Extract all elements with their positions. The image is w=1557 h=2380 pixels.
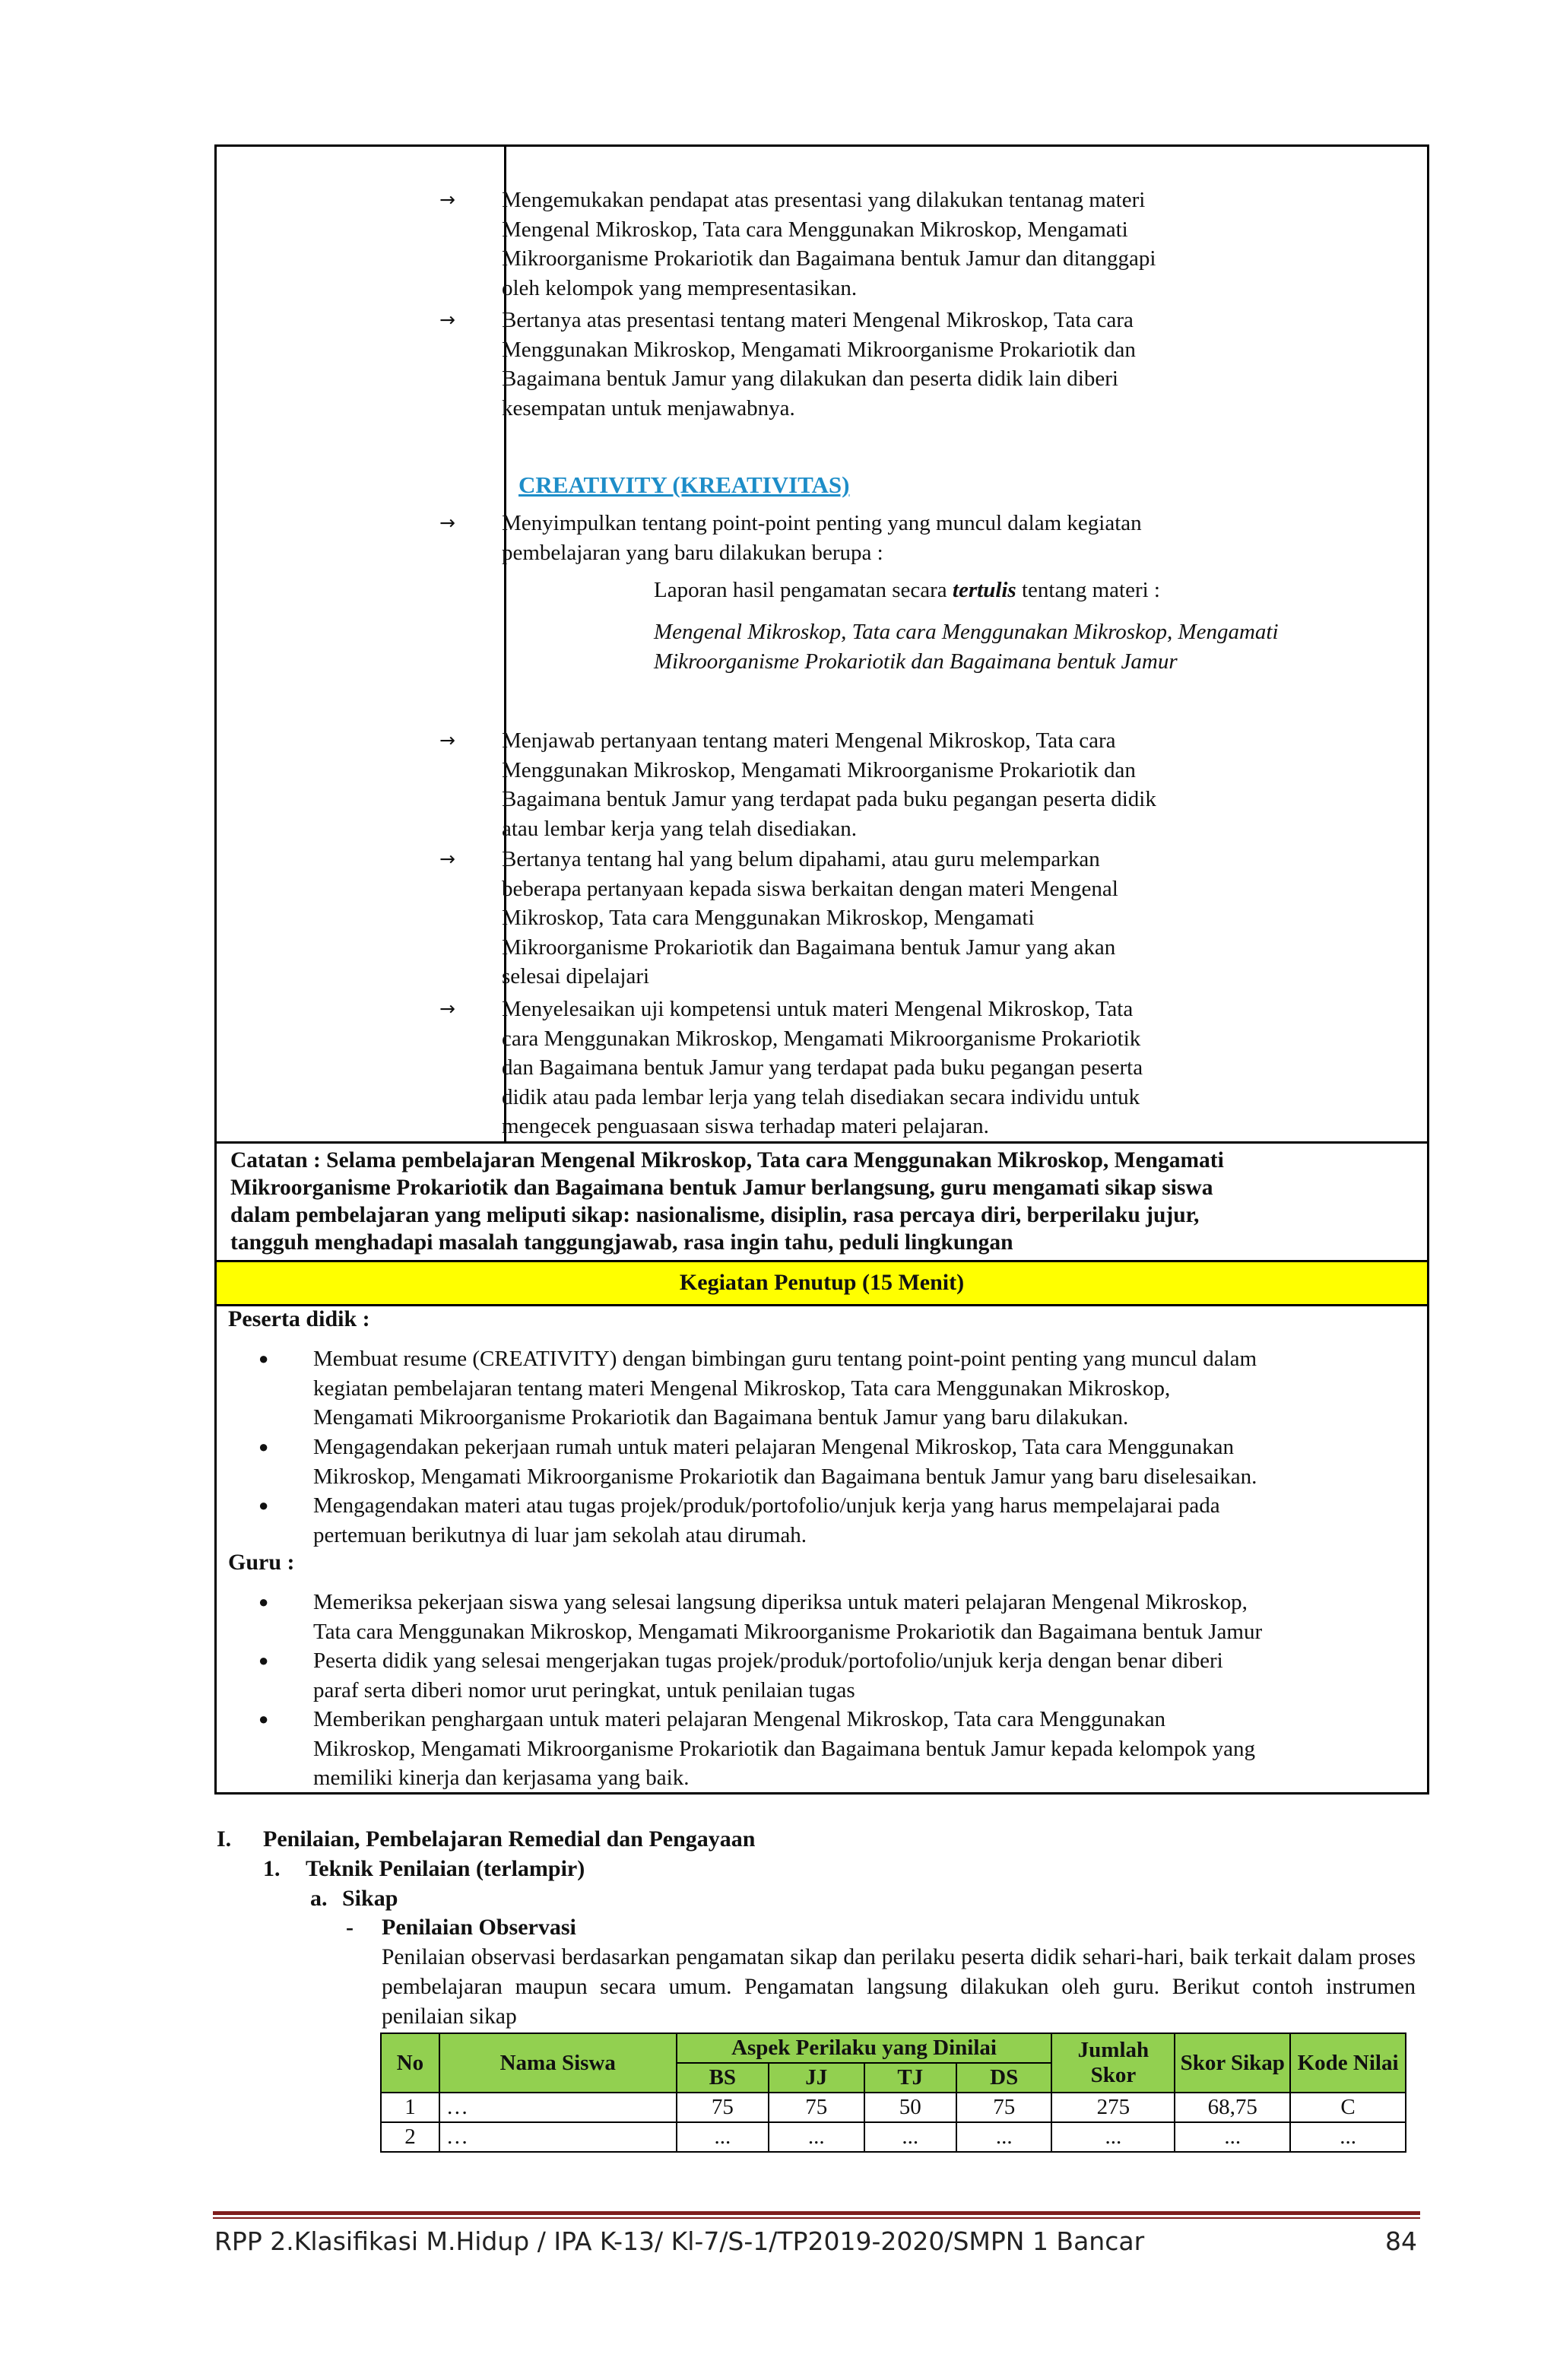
peserta-item-line: Mengamati Mikroorganisme Prokariotik dan Bagaimana bentuk Jamur yang baru dilakukan. bbox=[313, 1405, 1129, 1430]
header-kode-nilai: Kode Nilai bbox=[1290, 2033, 1406, 2093]
subsection-title: Teknik Penilaian (terlampir) bbox=[306, 1856, 585, 1881]
peserta-item-1 bbox=[251, 1344, 1422, 1433]
header-nama-siswa: Nama Siswa bbox=[439, 2033, 677, 2093]
bullet-icon: ● bbox=[258, 1437, 269, 1456]
creativity-step-3-line: Mikroorganisme Prokariotik dan Bagaimana bentuk Jamur yang akan bbox=[502, 935, 1116, 960]
header-bs: BS bbox=[677, 2063, 769, 2093]
guru-item-line: Memberikan penghargaan untuk materi pelajaran Mengenal Mikroskop, Tata cara Menggunakan bbox=[313, 1707, 1166, 1731]
arrow-icon: → bbox=[439, 189, 455, 211]
guru-item-line: Memeriksa pekerjaan siswa yang selesai langsung diperiksa untuk materi pelajaran Mengenal Mikroskop, bbox=[313, 1590, 1248, 1614]
bullet-icon: ● bbox=[258, 1496, 269, 1515]
bullet-icon: ● bbox=[258, 1651, 269, 1670]
peserta-item-line: Membuat resume (CREATIVITY) dengan bimbingan guru tentang point-point penting yang muncul dalam bbox=[313, 1347, 1257, 1371]
peserta-label: Peserta didik : bbox=[228, 1306, 370, 1331]
creativity-step-2-line: Bagaimana bentuk Jamur yang terdapat pada buku pegangan peserta didik bbox=[502, 787, 1156, 811]
bullet-icon: ● bbox=[258, 1592, 269, 1611]
laporan-emphasis: tertulis bbox=[952, 578, 1016, 602]
subsection-number: 1. bbox=[263, 1856, 281, 1881]
main-step-1-line: oleh kelompok yang mempresentasikan. bbox=[502, 275, 858, 300]
creativity-step-3-line: Mikroskop, Tata cara Menggunakan Mikroskop, Mengamati bbox=[502, 906, 1035, 930]
catatan-line: Catatan : Selama pembelajaran Mengenal Mikroskop, Tata cara Menggunakan Mikroskop, Mengamati bbox=[230, 1148, 1224, 1173]
cell-bs: ... bbox=[677, 2122, 769, 2152]
section-title: Penilaian, Pembelajaran Remedial dan Pengayaan bbox=[263, 1826, 756, 1852]
catatan-line: tangguh menghadapi masalah tanggungjawab, rasa ingin tahu, peduli lingkungan bbox=[230, 1230, 1013, 1255]
creativity-step-4-line: Menyelesaikan uji kompetensi untuk materi Mengenal Mikroskop, Tata bbox=[502, 997, 1134, 1021]
guru-label: Guru : bbox=[228, 1550, 295, 1575]
cell-kode: C bbox=[1290, 2093, 1406, 2122]
arrow-icon: → bbox=[439, 848, 455, 870]
guru-item-line: Tata cara Menggunakan Mikroskop, Mengamati Mikroorganisme Prokariotik dan Bagaimana bentuk Jamur bbox=[313, 1619, 1263, 1644]
cell-jumlah: ... bbox=[1051, 2122, 1175, 2152]
creativity-step-2-line: atau lembar kerja yang telah disediakan. bbox=[502, 816, 858, 841]
main-step-2-line: Menggunakan Mikroskop, Mengamati Mikroorganisme Prokariotik dan bbox=[502, 337, 1136, 362]
creativity-step-2 bbox=[439, 726, 1416, 843]
cell-ds: 75 bbox=[956, 2093, 1051, 2122]
bullet-icon: ● bbox=[258, 1709, 269, 1728]
cell-skor: 68,75 bbox=[1175, 2093, 1290, 2122]
section-number: I. bbox=[217, 1826, 232, 1852]
creativity-step-2-line: Menjawab pertanyaan tentang materi Mengenal Mikroskop, Tata cara bbox=[502, 728, 1116, 753]
peserta-item-line: pertemuan berikutnya di luar jam sekolah atau dirumah. bbox=[313, 1522, 807, 1547]
guru-item-line: Mikroskop, Mengamati Mikroorganisme Prokariotik dan Bagaimana bentuk Jamur kepada kelompok yang bbox=[313, 1736, 1255, 1761]
guru-item-line: paraf serta diberi nomor urut peringkat, untuk penilaian tugas bbox=[313, 1677, 855, 1702]
cell-nama: … bbox=[439, 2093, 677, 2122]
cell-ds: ... bbox=[956, 2122, 1051, 2152]
cell-skor: ... bbox=[1175, 2122, 1290, 2152]
observasi-title: Penilaian Observasi bbox=[382, 1915, 576, 1940]
main-step-1-line: Mengemukakan pendapat atas presentasi yang dilakukan tentanag materi bbox=[502, 188, 1146, 212]
main-step-2-line: Bertanya atas presentasi tentang materi Mengenal Mikroskop, Tata cara bbox=[502, 308, 1134, 332]
peserta-item-line: kegiatan pembelajaran tentang materi Mengenal Mikroskop, Tata cara Menggunakan Mikroskop, bbox=[313, 1376, 1171, 1401]
cell-no: 1 bbox=[381, 2093, 439, 2122]
peserta-item-2 bbox=[251, 1433, 1422, 1491]
creativity-step-3-line: Bertanya tentang hal yang belum dipahami, atau guru melemparkan bbox=[502, 847, 1100, 871]
creativity-step-4-line: mengecek penguasaan siswa terhadap materi pelajaran. bbox=[502, 1114, 989, 1138]
arrow-icon: → bbox=[439, 309, 455, 331]
main-step-1-line: Mengenal Mikroskop, Tata cara Menggunakan Mikroskop, Mengamati bbox=[502, 217, 1128, 242]
page-number: 84 bbox=[1385, 2226, 1417, 2256]
header-no: No bbox=[381, 2033, 439, 2093]
cell-kode: ... bbox=[1290, 2122, 1406, 2152]
cell-tj: 50 bbox=[864, 2093, 956, 2122]
arrow-icon: → bbox=[439, 729, 455, 751]
item-a-title: Sikap bbox=[342, 1886, 398, 1911]
guru-item-3 bbox=[251, 1705, 1422, 1793]
main-step-1 bbox=[439, 186, 1416, 303]
table-row bbox=[381, 2122, 1406, 2152]
arrow-icon: → bbox=[439, 512, 455, 534]
creativity-heading: CREATIVITY (KREATIVITAS) bbox=[518, 471, 850, 498]
guru-item-line: Peserta didik yang selesai mengerjakan tugas projek/produk/portofolio/unjuk kerja dengan benar diberi bbox=[313, 1649, 1223, 1673]
creativity-step-1 bbox=[439, 509, 1416, 567]
creativity-step-1-line: Menyimpulkan tentang point-point penting yang muncul dalam kegiatan bbox=[502, 511, 1142, 535]
peserta-item-line: Mikroskop, Mengamati Mikroorganisme Prokariotik dan Bagaimana bentuk Jamur yang baru diselesaikan. bbox=[313, 1464, 1257, 1489]
penutup-title-bar: Kegiatan Penutup (15 Menit) bbox=[214, 1262, 1429, 1306]
creativity-step-3-line: beberapa pertanyaan kepada siswa berkaitan dengan materi Mengenal bbox=[502, 876, 1118, 901]
guru-item-line: memiliki kinerja dan kerjasama yang baik. bbox=[313, 1766, 690, 1790]
peserta-item-3 bbox=[251, 1491, 1422, 1550]
guru-item-1 bbox=[251, 1588, 1422, 1646]
main-step-2-line: kesempatan untuk menjawabnya. bbox=[502, 395, 795, 420]
creativity-step-4-line: dan Bagaimana bentuk Jamur yang terdapat pada buku pegangan peserta bbox=[502, 1055, 1143, 1080]
observasi-paragraph: Penilaian observasi berdasarkan pengamatan sikap dan perilaku peserta didik sehari-hari, baik terkait dalam proses pembelajaran maupun secara umum. Pengamatan langsung dilakukan oleh guru. Berikut contoh instrumen penilaian sikap bbox=[382, 1945, 1416, 2029]
cell-bs: 75 bbox=[677, 2093, 769, 2122]
peserta-item-line: Mengagendakan materi atau tugas projek/produk/portofolio/unjuk kerja yang harus mempelajarai pada bbox=[313, 1493, 1220, 1518]
laporan-prefix: Laporan hasil pengamatan secara bbox=[654, 578, 953, 602]
header-tj: TJ bbox=[864, 2063, 956, 2093]
creativity-step-3-line: selesai dipelajari bbox=[502, 964, 650, 988]
cell-jj: 75 bbox=[769, 2093, 864, 2122]
creativity-step-4-line: didik atau pada lembar lerja yang telah disediakan secara individu untuk bbox=[502, 1084, 1140, 1109]
laporan-topic bbox=[654, 617, 1422, 676]
bullet-icon: ● bbox=[258, 1349, 269, 1368]
creativity-step-4-line: cara Menggunakan Mikroskop, Mengamati Mikroorganisme Prokariotik bbox=[502, 1026, 1141, 1051]
catatan-line: dalam pembelajaran yang meliputi sikap: nasionalisme, disiplin, rasa percaya diri, berperilaku jujur, bbox=[230, 1203, 1200, 1227]
laporan-topic-line: Mengenal Mikroskop, Tata cara Menggunakan Mikroskop, Mengamati bbox=[654, 620, 1279, 644]
guru-item-2 bbox=[251, 1646, 1422, 1705]
cell-jj: ... bbox=[769, 2122, 864, 2152]
table-row bbox=[381, 2093, 1406, 2122]
laporan-topic-line: Mikroorganisme Prokariotik dan Bagaimana bentuk Jamur bbox=[654, 649, 1178, 674]
main-step-1-line: Mikroorganisme Prokariotik dan Bagaimana bentuk Jamur dan ditanggapi bbox=[502, 246, 1156, 271]
creativity-step-2-line: Menggunakan Mikroskop, Mengamati Mikroorganisme Prokariotik dan bbox=[502, 757, 1136, 782]
header-skor-sikap: Skor Sikap bbox=[1175, 2033, 1290, 2093]
footer-rule bbox=[213, 2211, 1420, 2215]
cell-nama: … bbox=[439, 2122, 677, 2152]
creativity-step-4 bbox=[439, 995, 1416, 1141]
creativity-step-1-line: pembelajaran yang baru dilakukan berupa : bbox=[502, 540, 883, 565]
item-a-label: a. bbox=[310, 1886, 328, 1911]
laporan-line bbox=[654, 576, 1422, 605]
catatan-note bbox=[214, 1141, 1429, 1262]
header-jj: JJ bbox=[769, 2063, 864, 2093]
peserta-item-line: Mengagendakan pekerjaan rumah untuk materi pelajaran Mengenal Mikroskop, Tata cara Menggunakan bbox=[313, 1435, 1234, 1459]
arrow-icon: → bbox=[439, 998, 455, 1020]
cell-no: 2 bbox=[381, 2122, 439, 2152]
cell-jumlah: 275 bbox=[1051, 2093, 1175, 2122]
catatan-line: Mikroorganisme Prokariotik dan Bagaimana bentuk Jamur berlangsung, guru mengamati sikap siswa bbox=[230, 1176, 1213, 1200]
main-step-2-line: Bagaimana bentuk Jamur yang dilakukan dan peserta didik lain diberi bbox=[502, 367, 1118, 391]
footer-rule-thin bbox=[213, 2217, 1420, 2219]
header-aspek-perilaku: Aspek Perilaku yang Dinilai bbox=[677, 2033, 1052, 2063]
dash-marker: - bbox=[346, 1915, 354, 1940]
cell-tj: ... bbox=[864, 2122, 956, 2152]
laporan-suffix: tentang materi : bbox=[1016, 578, 1160, 602]
assessment-table bbox=[380, 2033, 1406, 2153]
footer-text: RPP 2.Klasifikasi M.Hidup / IPA K-13/ Kl-7/S-1/TP2019-2020/SMPN 1 Bancar bbox=[214, 2226, 1145, 2256]
creativity-step-3 bbox=[439, 845, 1416, 992]
header-ds: DS bbox=[956, 2063, 1051, 2093]
header-jumlah-skor: Jumlah Skor bbox=[1051, 2033, 1175, 2093]
main-step-2 bbox=[439, 306, 1416, 423]
